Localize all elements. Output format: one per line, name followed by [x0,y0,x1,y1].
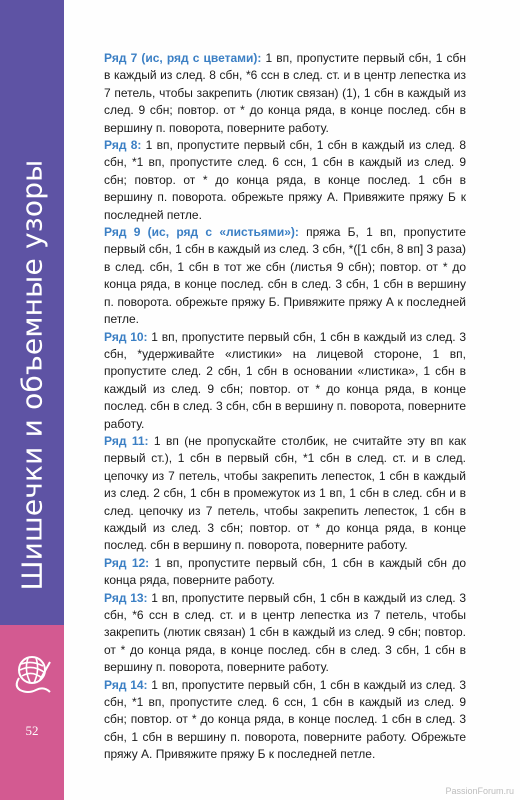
row-paragraph [104,137,466,224]
yarn-ball-icon [10,652,54,696]
row-label: Ряд 7 (ис, ряд с цветами): [104,51,262,65]
row-text: 1 вп, пропустите первый сбн, 1 сбн в каждый из след. 8 сбн, *6 ссн в след. ст. и в центр лепестка из 7 петель, чтобы закрепить (лютик связан) (1), 1 сбн в каждый из след. 9 сбн; повтор. от * до конца ряда, в конце послед. сбн в вершину п. поворота, поверните работу. [104,51,467,135]
row-label: Ряд 14: [104,677,148,692]
row-paragraph [104,329,466,433]
row-paragraph [104,433,466,555]
row-label: Ряд 10: [104,329,148,344]
row-paragraph [104,224,466,328]
row-text: 1 вп, пропустите первый сбн, 1 сбн в каждый из след. 8 сбн, *1 вп, пропустите след. 6 ссн, 1 сбн в каждый из след. 9 сбн; повтор. от * до конца ряда, в конце послед. 1 сбн в вершину п. поворота. обрежьте пряжу А. Привяжите пряжу Б к последней петле. [104,138,467,222]
row-label: Ряд 13: [104,590,148,605]
row-text: 1 вп (не пропускайте столбик, не считайте эту вп как первый ст.), 1 сбн в первый сбн, *1 сбн в след. ст. и в след. цепочку из 7 петель, чтобы закрепить лепесток, 1 сбн в каждый из след. 2 сбн, 1 сбн в промежуток из 1 вп, 1 сбн в след. сбн и в след. цепочку из 7 петель, чтобы закрепить лепесток, 1 сбн в каждый из след. 3 сбн; повтор. от * до конца ряда, в конце послед. сбн в вершину п. поворота, поверните работу. [104,433,467,553]
sidebar [0,0,64,800]
row-paragraph [104,555,466,590]
row-label: Ряд 11: [104,433,149,448]
row-text: пряжа Б, 1 вп, пропустите первый сбн, 1 сбн в каждый из след. 3 сбн, *([1 сбн, 8 вп] 3 раза) в след. сбн, 1 сбн в тот же сбн (листья 9 сбн); повтор. от * до конца ряда, в конце послед. сбн в след. 3 сбн, 1 сбн в вершину п. поворота. обрежьте пряжу Б. Привяжите пряжу А к последней петле. [104,225,466,327]
page-number: 52 [25,723,39,738]
row-text: 1 вп, пропустите первый сбн, 1 сбн в каждый из след. 3 сбн, *1 вп, пропустите след. 6 ссн, 1 сбн в каждый из след. 9 сбн; повтор. от * до конца ряда, в конце послед. 1 сбн в след. 3 сбн, 1 сбн в вершину п. поворота, поверните работу. Обрежьте пряжу А. Привяжите пряжу Б к последней петле. [104,677,466,762]
row-label: Ряд 8: [104,138,142,153]
row-label: Ряд 12: [104,555,150,570]
row-paragraph [104,677,466,764]
row-label: Ряд 9 (ис, ряд с «листьями»): [104,225,299,240]
row-paragraph [104,590,466,677]
row-text: 1 вп, пропустите первый сбн, 1 сбн в каждый из след. 3 сбн, *6 ссн в след. ст. и в центр лепестка из 7 петель, чтобы закрепить (лютик связан) 1 сбн в каждый из след. 9 сбн; повтор. от * до конца ряда, в конце послед. сбн в след. 3 сбн, 1 сбн в вершину п. поворота, поверните работу. [104,590,466,675]
row-text: 1 вп, пропустите первый сбн, 1 сбн в каждый из след. 3 сбн, *удерживайте «листики» на лицевой стороне, 1 вп, пропустите след. 2 сбн, 1 сбн в основании «листика», 1 сбн в каждый из след. 9 сбн; повтор. от * до конца ряда, в конце послед. сбн в след. 3 сбн, сбн в вершину п. поворота, поверните работу. [104,329,466,431]
chapter-title: Шишечки и объемные узоры [15,159,49,591]
watermark: PassionForum.ru [445,786,514,796]
pattern-instructions [104,50,466,764]
row-paragraph [104,50,466,137]
row-text: 1 вп, пропустите первый сбн, 1 сбн в каждый сбн до конца ряда, поверните работу. [104,555,466,588]
